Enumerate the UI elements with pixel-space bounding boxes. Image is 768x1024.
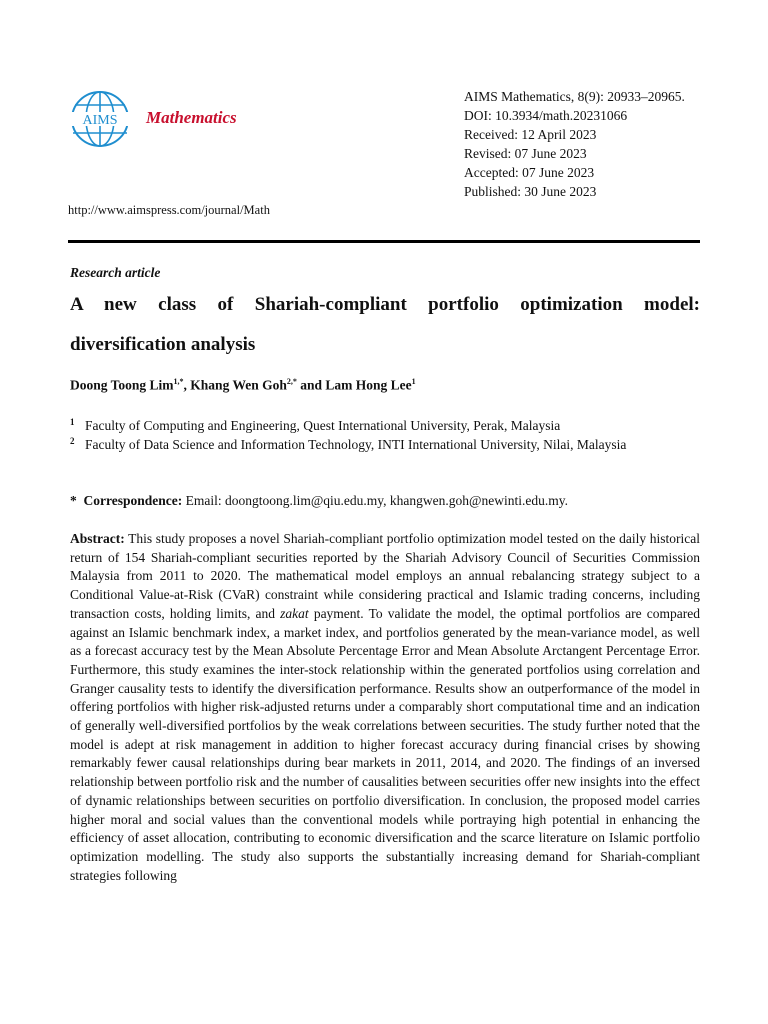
author-name: Khang Wen Goh	[190, 377, 287, 393]
journal-url[interactable]: http://www.aimspress.com/journal/Math	[68, 203, 270, 217]
revised-date: Revised: 07 June 2023	[464, 146, 587, 161]
author-sup: 1	[411, 377, 416, 386]
abstract-zakat: zakat	[280, 605, 309, 621]
received-date: Received: 12 April 2023	[464, 127, 597, 142]
correspondence-email[interactable]: Email: doongtoong.lim@qiu.edu.my, khangwen.goh@newinti.edu.my.	[185, 493, 568, 508]
correspondence	[70, 493, 568, 509]
header-divider	[68, 240, 700, 243]
abstract	[70, 530, 700, 885]
publication-meta	[464, 87, 685, 201]
author-name: Doong Toong Lim	[70, 377, 174, 393]
affiliation-text: Faculty of Data Science and Information Technology, INTI International University, Nilai, Malaysia	[85, 437, 627, 452]
affiliation	[70, 416, 700, 435]
logo-text: AIMS	[82, 113, 118, 128]
citation: AIMS Mathematics, 8(9): 20933–20965.	[464, 89, 685, 104]
article-title: A new class of Shariah-compliant portfolio optimization model: diversification analysis	[70, 294, 700, 355]
doi[interactable]: DOI: 10.3934/math.20231066	[464, 108, 628, 123]
globe-icon	[68, 90, 132, 148]
correspondence-star: *	[70, 493, 77, 508]
article-type: Research article	[70, 265, 161, 280]
published-date: Published: 30 June 2023	[464, 184, 597, 199]
author-sup: 1,*	[173, 377, 184, 386]
journal-name: Mathematics	[146, 108, 237, 127]
author-list	[70, 377, 416, 394]
affiliation-number: 2	[70, 436, 75, 446]
correspondence-label: Correspondence:	[83, 493, 183, 508]
accepted-date: Accepted: 07 June 2023	[464, 165, 595, 180]
author-name: Lam Hong Lee	[325, 377, 412, 393]
abstract-text: This study proposes a novel Shariah-compliant portfolio optimization model tested on the daily historical return of 154 Shariah-compliant securities reported by the Shariah Advisory Council of Securities Commission Malaysia from 2011 to 2020. The mathematical model employs an annual rebalancing strategy subject to a Conditional Value-at-Risk (CVaR) constraint while considering practical and Islamic trading concerns, including transaction costs, holding limits, and	[70, 531, 700, 621]
aims-logo	[68, 90, 132, 148]
abstract-label: Abstract:	[70, 531, 125, 546]
affiliation	[70, 435, 700, 454]
abstract-text: payment. To validate the model, the optimal portfolios are compared against an Islamic benchmark index, a market index, and portfolios generated by the mean-variance model, as well as a forecast accuracy test by the Mean Absolute Percentage Error and Mean Absolute Arctangent Percentage Error. Furthermore, this study examines the inter-stock relationship within the generated portfolios using correlation and Granger causality tests to identify the diversification performance. Results show an outperformance of the model in offering portfolios with higher risk-adjusted returns under a comparably short computational time and an indication of generally well-diversified portfolios by the weak correlations between securities. The study further noted that the model is adept at risk management in addition to higher forecast accuracy during financial crises by showing remarkably fewer causal relationships during bear markets in 2011, 2014, and 2020. The findings of an inversed relationship between portfolio risk and the number of causalities between securities offer new insights into the effect of dynamic relationships between securities on portfolio diversification. In conclusion, the proposed model carries higher moral and social values than the conventional models while portraying high potential in enhancing the efficiency of asset allocation, contributing to economic diversification and the scarce literature on Islamic portfolio optimization modelling. The study also supports the substantially increasing demand for Shariah-compliant strategies following	[70, 605, 700, 883]
author-sup: 2,*	[286, 377, 297, 386]
affiliation-number: 1	[70, 417, 75, 427]
affiliation-text: Faculty of Computing and Engineering, Quest International University, Perak, Malaysia	[85, 418, 561, 433]
author-sep: and	[296, 377, 326, 393]
author-sep: ,	[183, 377, 191, 393]
